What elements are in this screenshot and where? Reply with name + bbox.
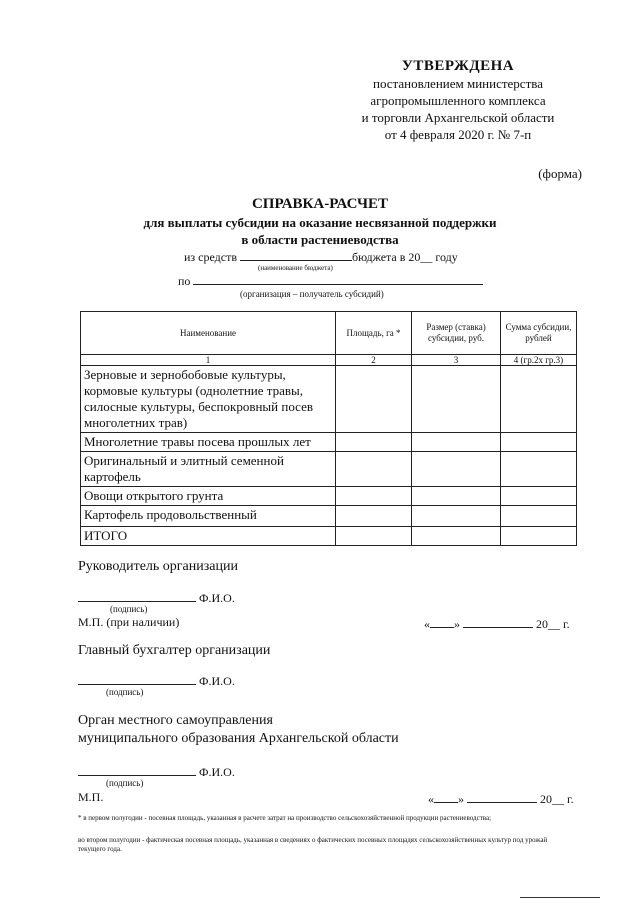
sum-cell[interactable] (501, 452, 577, 487)
table-header-row (81, 312, 577, 355)
head-date-year: 20__ г. (536, 617, 570, 631)
date-quote-close: » (454, 617, 460, 631)
head-date-day-field[interactable] (430, 615, 454, 628)
header-area: Площадь, га * (336, 312, 412, 355)
org-prefix: по (178, 274, 191, 288)
head-sign-hint: (подпись) (110, 604, 148, 614)
approval-line: постановлением министерства (372, 76, 543, 91)
org-name-field[interactable] (193, 272, 483, 285)
rate-cell[interactable] (412, 452, 501, 487)
head-fio: Ф.И.О. (199, 591, 235, 605)
header-rate: Размер (ставка) субсидии, руб. (412, 312, 501, 355)
table-row (81, 452, 577, 487)
sum-cell[interactable] (501, 527, 577, 546)
title-main: СПРАВКА-РАСЧЕТ (251, 196, 389, 212)
date-quote-open: « (428, 792, 434, 806)
head-title: Руководитель организации (78, 559, 238, 574)
divider (520, 897, 600, 898)
area-cell[interactable] (336, 487, 412, 506)
column-number: 2 (336, 355, 412, 366)
rate-cell[interactable] (412, 433, 501, 452)
approval-block (300, 58, 616, 143)
authority-title-line2: муниципального образования Архангельской области (78, 731, 399, 746)
accountant-signature-field[interactable] (78, 672, 196, 685)
footnote: * в первом полугодии - посевная площадь, указанная в расчете затрат на производство сельскохозяйственной продукции растениеводства; (78, 814, 492, 822)
row-label: Многолетние травы посева прошлых лет (81, 433, 336, 452)
head-date-month-field[interactable] (463, 615, 533, 628)
head-signature-line (78, 589, 235, 606)
area-cell[interactable] (336, 433, 412, 452)
rate-cell[interactable] (412, 527, 501, 546)
header-name: Наименование (81, 312, 336, 355)
table-row (81, 366, 577, 433)
row-label: Овощи открытого грунта (81, 487, 336, 506)
budget-prefix: из средств (184, 250, 237, 264)
accountant-signature-line (78, 672, 235, 689)
area-cell[interactable] (336, 452, 412, 487)
authority-title-line1: Орган местного самоуправления (78, 713, 273, 728)
table-row (81, 487, 577, 506)
date-quote-open: « (424, 617, 430, 631)
column-number: 4 (гр.2х гр.3) (501, 355, 577, 366)
authority-date-line (428, 790, 574, 807)
sum-cell[interactable] (501, 433, 577, 452)
authority-signature-field[interactable] (78, 763, 196, 776)
date-quote-close: » (458, 792, 464, 806)
table-row (81, 527, 577, 546)
calculation-table (80, 311, 577, 546)
authority-fio: Ф.И.О. (199, 765, 235, 779)
title-line: в области растениеводства (241, 232, 399, 247)
approval-heading: УТВЕРЖДЕНА (401, 58, 515, 74)
org-line (178, 272, 483, 289)
sum-cell[interactable] (501, 506, 577, 527)
form-label: (форма) (538, 166, 582, 181)
budget-suffix: бюджета в 20__ году (352, 250, 458, 264)
authority-date-year: 20__ г. (540, 792, 574, 806)
sum-cell[interactable] (501, 366, 577, 433)
authority-date-month-field[interactable] (467, 790, 537, 803)
rate-cell[interactable] (412, 487, 501, 506)
org-hint: (организация – получатель субсидий) (240, 289, 384, 299)
budget-name-field[interactable] (240, 248, 352, 261)
table-row (81, 506, 577, 527)
row-label-total: ИТОГО (81, 527, 336, 546)
head-signature-field[interactable] (78, 589, 196, 602)
authority-date-day-field[interactable] (434, 790, 458, 803)
area-cell[interactable] (336, 506, 412, 527)
authority-sign-hint: (подпись) (106, 778, 144, 788)
accountant-title: Главный бухгалтер организации (78, 643, 271, 658)
table-row (81, 433, 577, 452)
authority-stamp: М.П. (78, 790, 104, 804)
document-title (90, 194, 550, 248)
sum-cell[interactable] (501, 487, 577, 506)
row-label: Оригинальный и элитный семенной картофель (81, 452, 336, 487)
row-label: Картофель продовольственный (81, 506, 336, 527)
accountant-fio: Ф.И.О. (199, 674, 235, 688)
rate-cell[interactable] (412, 366, 501, 433)
budget-line (184, 248, 458, 265)
rate-cell[interactable] (412, 506, 501, 527)
title-line: для выплаты субсидии на оказание несвязанной поддержки (143, 215, 497, 230)
column-number-row (81, 355, 577, 366)
head-stamp: М.П. (при наличии) (78, 615, 180, 629)
approval-line: агропромышленного комплекса (370, 93, 546, 108)
approval-line: от 4 февраля 2020 г. № 7-п (384, 127, 532, 142)
area-cell[interactable] (336, 366, 412, 433)
column-number: 3 (412, 355, 501, 366)
approval-line: и торговли Архангельской области (361, 110, 555, 125)
authority-signature-line (78, 763, 235, 780)
column-number: 1 (81, 355, 336, 366)
row-label: Зерновые и зернобобовые культуры, кормовые культуры (однолетние травы, силосные культуры, беспокровный посев многолетних трав) (81, 366, 336, 433)
header-sum: Сумма субсидии, рублей (501, 312, 577, 355)
area-cell[interactable] (336, 527, 412, 546)
head-date-line (424, 615, 570, 632)
accountant-sign-hint: (подпись) (106, 687, 144, 697)
footnote: во втором полугодии - фактическая посевная площадь, указанная в сведениях о фактических посевных площадях сельскохозяйственных культур под урожай текущего года. (78, 836, 548, 853)
budget-hint: (наименование бюджета) (258, 264, 333, 272)
